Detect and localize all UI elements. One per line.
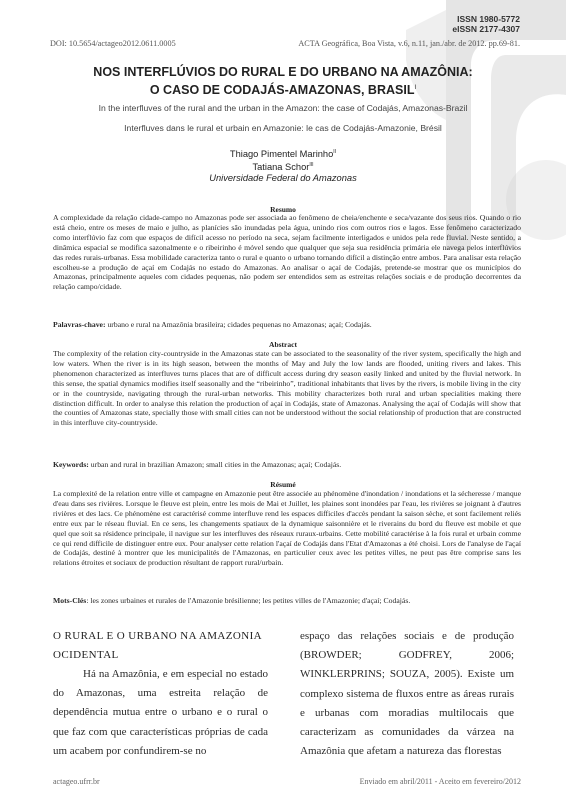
section-heading xyxy=(53,627,268,665)
abstract-heading: Abstract xyxy=(269,340,297,349)
author-2: Tatiana Schor xyxy=(252,162,310,173)
resumo-keywords xyxy=(53,320,521,330)
issn-block xyxy=(452,14,520,34)
issn: ISSN 1980-5772 xyxy=(457,14,520,24)
subtitle-english: In the interfluves of the rural and the urban in the Amazon: the case of Codajás, Amazonas-Brazil xyxy=(98,103,468,113)
author-block xyxy=(40,147,526,184)
subtitle-french: Interfluves dans le rural et urbain en Amazonie: le cas de Codajás-Amazonie, Brésil xyxy=(124,123,442,133)
footer-dates: Enviado em abril/2011 - Aceito em fevereiro/2012 xyxy=(359,777,521,786)
section-heading-line-1: O RURAL E O URBANO NA AMAZONIA xyxy=(53,630,262,642)
author-2-footnote-mark[interactable]: III xyxy=(309,162,314,169)
doi-link[interactable]: DOI: 10.5654/actageo2012.0611.0005 xyxy=(50,39,176,48)
title-footnote-mark[interactable]: I xyxy=(414,85,417,91)
body-column-2: espaço das relações sociais e de produção (BROWDER; GODFREY, 2006; WINKLERPRINS; SOUZA, 2005). Existe um complexo sistema de fluxos entre as áreas rurais e urbanas com moradias multilocais que caracterizam as comunidades da várzea na Amazônia que afetam a natureza das florestas xyxy=(300,630,514,758)
resumo-text: A complexidade da relação cidade-campo no Amazonas pode ser associada ao fenômeno de cheia/enchente e seca/vazante dos seus rios. Quando o rio está cheio, entre os meses de maio e julho, as planícies são inundadas pela água, unindo rios com outros rios e lagos. Esse fenômeno caracterizado como interflúvio faz com que espaços de difícil acesso no período na seca, sejam facilmente interligados e unidos pela rede fluvial. Neste sentido, a dinâmica espacial se modifica sazonalmente e o ribeirinho é móvel sendo que qualquer que seja sua residência primária ele navega pelos interflúvios das redes rurais-urbanas. Essa mobilidade caracteriza tanto o rural e quanto o urbano tornando difícil a distinção entre ambos. Para analisar esta relação escolheu-se a produção de açaí em Codajás no estado do Amazonas. Ao analisar o açaí de Codajás, pretende-se mostrar que os municípios do Amazonas, principalmente aqueles com cidades pequenas, não podem ser entendidos sem as estreitas relações sociais e de produção decorrentes da relação campo/cidade. xyxy=(53,213,521,292)
abstract-text: The complexity of the relation city-countryside in the Amazonas state can be associated to the seasonality of the river system, specifically the high and low waters. When the river is in its high season, between the months of May and July the low lands are flooded, uniting rivers and lakes. This phenomenon characterized as interfluves turns places that are of difficult access during dry season easily linked and united by the fluvial network. In this sense, the spatial dynamics modifies itself seasonally and the “ribeirinho”, traditional inhabitants that lives by the rivers, is mobile living in the city or in the countryside, navigating through the rural-urban networks. This mobility characterizes both rural and urban specialities making there distinction difficult. In order to analyse this relation the production of açaí in Codajás, state of Amazonas. Analysing the açaí of Codajás will show that the counties of Amazonas state, specially those with small cities can not be understood without the social relationship of production that are constructed in this interfluve city-countryside. xyxy=(53,349,521,428)
resume-keywords-text: : les zones urbaines et rurales de l'Amazonie brésilienne; les petites villes de l'Amazonie; d'açaí; Codajás. xyxy=(86,596,411,605)
resumo-heading: Resumo xyxy=(270,205,296,214)
eissn: eISSN 2177-4307 xyxy=(452,24,520,34)
author-1-footnote-mark[interactable]: II xyxy=(333,149,337,155)
resume-keywords-label: Mots-Clés xyxy=(53,596,87,605)
resumo-keywords-label: Palavras-chave: xyxy=(53,320,106,329)
title-line-1: NOS INTERFLÚVIOS DO RURAL E DO URBANO NA AMAZÔNIA: xyxy=(93,65,473,79)
article-title xyxy=(40,64,526,98)
abstract-keywords-label: Keywords: xyxy=(53,460,89,469)
author-1: Thiago Pimentel Marinho xyxy=(229,149,334,160)
section-heading-line-2: OCIDENTAL xyxy=(53,649,119,661)
resume-heading: Résumé xyxy=(270,480,296,489)
journal-citation: ACTA Geográfica, Boa Vista, v.6, n.11, jan./abr. de 2012. pp.69-81. xyxy=(298,39,520,48)
resume-keywords xyxy=(53,596,521,606)
resumo-keywords-text: urbano e rural na Amazônia brasileira; cidades pequenas no Amazonas; açaí; Codajás. xyxy=(105,320,372,329)
abstract-keywords xyxy=(53,460,521,470)
abstract-keywords-text: urban and rural in brazilian Amazon; small cities in the Amazonas; açaí; Codajás. xyxy=(88,460,342,469)
institution: Universidade Federal do Amazonas xyxy=(209,173,357,184)
resume-text: La complexité de la relation entre ville et campagne en Amazonie peut être associée au phénomène d'inondation / inondations et la sécheresse / manque d'eau dans ses rivières. Lorsque le fleuve est plein, entre les mois de Mai et Juillet, les plaines sont inondées par l'eau, les rivières se joignant à d'autres rivières et des lacs. Ce phénomène est caractérisé comme interfluve rend les espaces difficiles d'accès pendant la saison sèche, et sont facilement reliés entre eux par le réseau fluvial. En ce sens, les changements spatiaux de la dynamique saisonnière et le riverains du bord du fleuve est mobile et que quel que soit sa résidence principale, il navigue sur les interfluves des réseaux ruraux-urbains. Cette mobilité caractérise à la fois rural et urbain comme ce qui rend difficile de distinguer entre eux. Pour analyser cette relation l'açaí de Codajás dans l'Etat d'Amazonas a été choisi. Lors de l'analyse de l'açaí de Codajás, destiné à montrer que les municipalités de l'Amazonas, en particulier ceux avec les petites villes, ne peut pas être comprise sans les relations étroites et sociaux de production résultant de rapport rural/urbain. xyxy=(53,489,521,568)
body-column-1: Há na Amazônia, e em especial no estado do Amazonas, uma estreita relação de dependência mutua entre o urbano e o rural o que faz com que características próprias de cada um acabem por confundirem-se no xyxy=(53,668,268,757)
title-line-2: O CASO DE CODAJÁS-AMAZONAS, BRASIL xyxy=(149,83,415,98)
footer-website-link[interactable]: actageo.ufrr.br xyxy=(53,777,100,786)
